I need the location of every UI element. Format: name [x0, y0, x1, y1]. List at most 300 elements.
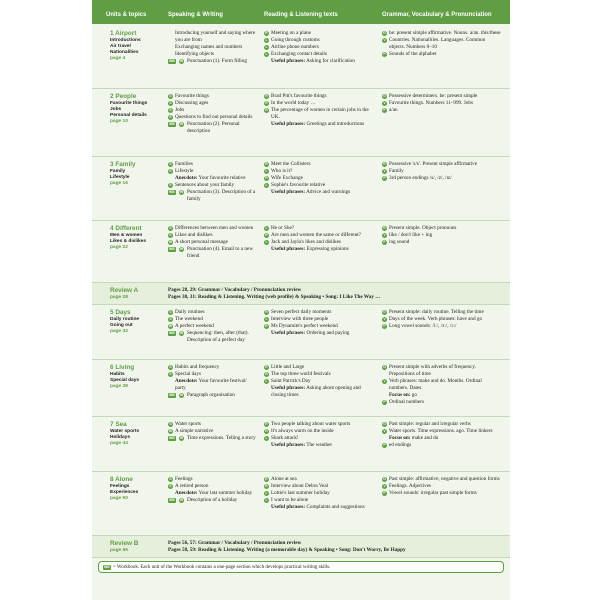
header-reading-listening: Reading & Listening texts: [264, 12, 338, 18]
item-text: a/an: [389, 106, 398, 113]
unit-topic: Lifestyle: [110, 175, 130, 180]
unit-topic: Water sports: [110, 429, 140, 434]
header-grammar: Grammar, Vocabulary & Pronunciation: [382, 12, 492, 18]
skill-icon: L: [265, 182, 268, 187]
phrase-label: Useful phrases:: [271, 245, 306, 252]
grammar-column: [382, 476, 502, 497]
workbook-badge: WB: [169, 435, 175, 440]
item-text: It's always warm on the inside: [271, 427, 334, 434]
item-text: Ms Dynamite's perfect weekend: [271, 322, 338, 329]
skill-icon: L: [265, 37, 268, 42]
review-line: Pages 28, 29: Grammar / Vocabulary / Pronunciation review: [168, 287, 302, 293]
item-text: Greetings and introductions: [306, 120, 365, 127]
item-text: Jack and Jayla's likes and dislikes: [271, 238, 341, 245]
unit-title: Review A: [110, 287, 139, 294]
review-line: Pages 56, 57: Grammar / Vocabulary / Pronunciation review: [168, 540, 302, 546]
list-item: [264, 421, 376, 428]
item-text: Interview about Debra Veal: [271, 482, 329, 489]
skill-icon: S: [169, 114, 172, 119]
item-text: Verb phrases: make and do. Months. Ordinal numbers. Dates: [389, 377, 482, 391]
item-text: I want to be alone: [271, 496, 309, 503]
skill-icon: R: [265, 162, 268, 166]
unit-topic: Personal details: [110, 113, 147, 118]
grammar-column: [382, 364, 502, 405]
list-item: [382, 161, 502, 168]
list-item: [264, 490, 376, 497]
item-text: Two people talking about water sports: [271, 421, 351, 427]
skill-icon: W: [179, 246, 184, 251]
list-item: [168, 51, 256, 58]
list-item: [168, 30, 256, 44]
item-text: A perfect weekend: [175, 322, 214, 329]
item-text: Ordering and paying: [306, 329, 350, 336]
table-header: [92, 0, 510, 24]
skill-icon: L: [265, 497, 268, 502]
list-item: [382, 428, 502, 435]
list-item: [168, 232, 256, 239]
unit-topic: Introductions: [110, 38, 141, 43]
item-text: make and do: [411, 434, 439, 441]
list-item: [168, 428, 256, 435]
reading-column: [264, 309, 376, 337]
list-item: [382, 392, 502, 399]
list-item: [264, 58, 376, 65]
grammar-column: [382, 30, 502, 58]
item-text: In the world today …: [271, 99, 316, 106]
item-text: Present simple with adverbs of frequency. Prepositions of time: [389, 364, 476, 377]
unit-topic: Air travel: [110, 44, 131, 49]
list-item: [168, 58, 256, 65]
item-text: Likes and dislikes: [175, 231, 213, 238]
list-item: [382, 421, 502, 428]
skill-icon: R: [265, 323, 268, 328]
unit-topic: Going out: [110, 323, 133, 328]
skill-icon: G: [383, 94, 386, 98]
skill-icon: L: [265, 51, 268, 56]
page-ref: page 4: [110, 56, 126, 61]
speaking-column: [168, 225, 256, 260]
item-text: Favourite things: [175, 93, 209, 99]
list-item: [382, 399, 502, 406]
phrase-label: Useful phrases:: [271, 329, 306, 336]
list-item: [382, 435, 502, 442]
item-text: Past simple: affirmative, negative and question forms: [389, 476, 500, 482]
skill-icon: V: [383, 100, 386, 105]
item-text: Vowel sounds: irregular past simple forms: [389, 489, 477, 496]
item-text: Sophie's favourite relative: [271, 181, 326, 188]
list-item: [382, 100, 502, 107]
item-text: Long vowel sounds: /iː/, /ɜː/, /ɔː/: [389, 322, 457, 329]
list-item: [264, 121, 376, 128]
item-text: Brad Pitt's favourite things: [271, 93, 327, 99]
skill-icon: L: [265, 378, 268, 383]
item-text: Identifying objects: [175, 50, 215, 57]
list-item: [264, 442, 376, 449]
list-item: [264, 189, 376, 196]
skill-icon: R: [265, 365, 268, 369]
unit-title-cell: [110, 540, 162, 554]
list-item: [264, 316, 376, 323]
page-ref: page 22: [110, 245, 128, 250]
skill-icon: W: [168, 323, 173, 328]
skill-icon: P: [383, 323, 386, 328]
skill-icon: W: [168, 239, 173, 244]
unit-row: [92, 472, 510, 536]
item-text: Lifestyle: [175, 167, 194, 174]
list-item: [168, 421, 256, 428]
list-item: [168, 476, 256, 483]
skill-icon: R: [265, 483, 268, 488]
list-item: [382, 225, 502, 232]
skill-icon: R: [265, 371, 268, 376]
phrase-label: Anecdote:: [175, 377, 198, 384]
item-text: Your last summer holiday: [198, 489, 253, 496]
list-item: [382, 483, 502, 490]
list-item: [382, 93, 502, 100]
page-ref: page 44: [110, 441, 128, 446]
skill-icon: S: [169, 483, 172, 488]
skill-icon: S: [169, 365, 172, 369]
item-text: Exchanging contact details: [271, 50, 327, 57]
unit-title: 5 Days: [110, 309, 131, 316]
unit-row: [92, 157, 510, 221]
footnote-text: = Workbook. Each unit of the Workbook contains a one-page section which develops practical writing skills.: [112, 565, 331, 570]
reading-column: [264, 364, 376, 399]
skill-icon: S: [169, 316, 172, 321]
speaking-column: [168, 93, 256, 134]
item-text: Saint Patrick's Day: [271, 377, 311, 384]
item-text: Your favourite festival/ party: [175, 377, 247, 391]
list-item: [264, 225, 376, 232]
reading-column: [264, 93, 376, 128]
skill-icon: P: [383, 490, 386, 495]
unit-title-cell: [110, 287, 162, 301]
skill-icon: G: [383, 226, 386, 230]
unit-title-cell: [110, 225, 162, 251]
unit-title-cell: [110, 421, 162, 447]
skill-icon: W: [168, 428, 173, 433]
list-item: [264, 51, 376, 58]
list-item: [382, 232, 502, 239]
item-text: Habits and frequency: [175, 364, 220, 370]
list-item: [168, 182, 256, 189]
skill-icon: R: [265, 175, 268, 180]
item-text: Families: [175, 161, 193, 167]
item-text: Exchanging names and numbers: [175, 43, 243, 50]
item-text: Present simple. Object pronouns: [389, 225, 457, 231]
item-text: Sounds of the alphabet: [389, 50, 437, 57]
skill-icon: G: [383, 31, 386, 35]
speaking-column: [168, 161, 256, 202]
skill-icon: G: [383, 365, 386, 369]
review-details: [168, 287, 508, 301]
unit-row: [92, 26, 510, 89]
phrase-label: Useful phrases:: [271, 57, 306, 64]
skill-icon: P: [383, 399, 386, 404]
list-item: [264, 239, 376, 246]
unit-title-cell: [110, 93, 162, 125]
item-text: Water sports: [175, 421, 201, 427]
item-text: like / don't like + ing: [389, 231, 433, 238]
list-item: [264, 232, 376, 239]
skill-icon: R: [265, 428, 268, 433]
skill-icon: G: [383, 310, 386, 314]
list-item: [168, 378, 256, 392]
item-text: Shark attack!: [271, 434, 299, 441]
skill-icon: S: [169, 226, 172, 230]
skill-icon: R: [265, 310, 268, 314]
list-item: [168, 44, 256, 51]
list-item: [264, 323, 376, 330]
item-text: Time expressions. Telling a story: [187, 434, 256, 441]
item-text: Differences between men and women: [175, 225, 254, 231]
item-text: A simple narrative: [175, 427, 214, 434]
unit-title: 2 People: [110, 93, 137, 100]
list-item: [168, 309, 256, 316]
unit-topic: Daily routine: [110, 317, 140, 322]
unit-topic: Habits: [110, 372, 125, 377]
list-item: [168, 189, 256, 203]
skill-icon: S: [169, 310, 172, 314]
list-item: [168, 121, 256, 135]
skill-icon: L: [265, 44, 268, 49]
unit-topic: Experiences: [110, 490, 139, 495]
unit-title-cell: [110, 30, 162, 62]
reading-column: [264, 421, 376, 449]
item-text: Asking for clarification: [306, 57, 355, 64]
item-text: be: present simple affirmative. Nouns. a/an. this/these: [389, 30, 501, 36]
skill-icon: R: [265, 100, 268, 105]
item-text: Advice and warnings: [306, 188, 351, 195]
item-text: ed endings: [389, 441, 412, 448]
unit-row: [92, 221, 510, 283]
unit-title: 8 Alone: [110, 476, 133, 483]
skill-icon: P: [383, 239, 386, 244]
unit-title: 1 Airport: [110, 30, 137, 37]
skill-icon: S: [169, 232, 172, 237]
page-ref: page 28: [110, 295, 128, 300]
skill-icon: S: [169, 162, 172, 166]
list-item: [168, 497, 256, 504]
grammar-column: [382, 421, 502, 449]
skill-icon: R: [265, 232, 268, 237]
list-item: [382, 364, 502, 378]
grammar-column: [382, 161, 502, 182]
list-item: [168, 175, 256, 182]
phrase-label: Useful phrases:: [271, 384, 306, 391]
list-item: [168, 371, 256, 378]
skill-icon: L: [265, 226, 268, 230]
item-text: Daily routines: [175, 309, 205, 315]
skill-icon: L: [265, 239, 268, 244]
skill-icon: V: [383, 428, 386, 433]
review-details: [168, 540, 508, 554]
unit-topic: Nationalities: [110, 50, 139, 55]
skill-icon: V: [383, 37, 386, 42]
skill-icon: L: [265, 490, 268, 495]
grammar-column: [382, 93, 502, 114]
item-text: Wife Exchange: [271, 174, 303, 181]
item-text: ing sound: [389, 238, 410, 245]
list-item: [264, 371, 376, 378]
item-text: Paragraph organisation: [187, 391, 235, 398]
item-text: The top three world festivals: [271, 370, 331, 377]
list-item: [382, 239, 502, 246]
phrase-label: Focus on:: [389, 391, 411, 398]
skill-icon: R: [265, 31, 268, 35]
skill-icon: W: [179, 435, 184, 440]
list-item: [382, 316, 502, 323]
item-text: Favourite things. Numbers 11–999. Jobs: [389, 99, 473, 106]
header-speaking-writing: Speaking & Writing: [168, 12, 223, 18]
item-text: Discussing ages: [175, 99, 209, 106]
phrase-label: Anecdote:: [175, 174, 198, 181]
workbook-badge: WB: [169, 189, 175, 194]
list-item: [264, 504, 376, 511]
skill-icon: R: [265, 422, 268, 426]
item-text: Lottie's last summer holiday: [271, 489, 330, 496]
item-text: Your favourite relative: [198, 174, 246, 181]
workbook-badge: WB: [169, 246, 175, 251]
list-item: [168, 107, 256, 114]
item-text: Jobs: [175, 106, 185, 113]
item-text: Who is it?: [271, 167, 293, 174]
item-text: Punctuation (3). Description of a family: [187, 188, 256, 202]
item-text: Punctuation (4). Email to a new friend: [187, 245, 253, 259]
page-ref: page 10: [110, 119, 128, 124]
list-item: [382, 51, 502, 58]
phrase-label: Anecdote:: [175, 489, 198, 496]
list-item: [264, 476, 376, 483]
skill-icon: S: [169, 477, 172, 481]
list-item: [168, 330, 256, 344]
skill-icon: P: [383, 442, 386, 447]
item-text: Past simple: regular and irregular verbs: [389, 421, 471, 427]
list-item: [382, 490, 502, 497]
list-item: [168, 323, 256, 330]
item-text: Family: [389, 167, 404, 174]
skill-icon: S: [169, 100, 172, 105]
skill-icon: W: [179, 392, 184, 397]
phrase-label: Useful phrases:: [271, 188, 306, 195]
skill-icon: W: [179, 330, 184, 335]
skill-icon: S: [169, 182, 172, 187]
list-item: [264, 182, 376, 189]
skill-icon: V: [383, 168, 386, 173]
phrase-label: Useful phrases:: [271, 441, 306, 448]
item-text: Questions to find out personal details: [175, 113, 253, 120]
list-item: [382, 309, 502, 316]
list-item: [168, 246, 256, 260]
item-text: Feelings: [175, 476, 193, 482]
list-item: [382, 476, 502, 483]
speaking-column: [168, 364, 256, 399]
list-item: [264, 168, 376, 175]
item-text: The weekend: [175, 315, 203, 322]
list-item: [382, 168, 502, 175]
skill-icon: V: [383, 378, 386, 383]
list-item: [382, 442, 502, 449]
list-item: [168, 161, 256, 168]
unit-topic: Family: [110, 169, 126, 174]
unit-title: 4 Different: [110, 225, 142, 232]
unit-topic: Men & women: [110, 233, 143, 238]
unit-row: [92, 417, 510, 472]
workbook-badge: WB: [104, 565, 110, 569]
list-item: [264, 107, 376, 121]
skill-icon: P: [383, 107, 386, 112]
list-item: [168, 483, 256, 490]
unit-title-cell: [110, 161, 162, 187]
skill-icon: S: [169, 94, 172, 98]
review-line: Pages 30, 31: Reading & Listening. Writing (web profile) & Speaking • Song: I Like The Way …: [168, 293, 381, 300]
list-item: [264, 100, 376, 107]
list-item: [264, 364, 376, 371]
item-text: Possessive determiners. be: present simple: [389, 93, 478, 99]
list-item: [168, 114, 256, 121]
item-text: Feelings. Adjectives: [389, 482, 432, 489]
grammar-column: [382, 225, 502, 246]
skill-icon: S: [169, 107, 172, 112]
unit-topic: Feelings: [110, 484, 130, 489]
skill-icon: W: [179, 121, 184, 126]
unit-row: [92, 305, 510, 360]
unit-topic: Jobs: [110, 107, 122, 112]
workbook-badge: WB: [169, 58, 175, 63]
item-text: Description of a holiday: [187, 496, 238, 503]
skill-icon: S: [169, 422, 172, 426]
unit-row: [92, 360, 510, 417]
item-text: Sequencing: then, after (that). Description of a perfect day: [187, 329, 249, 343]
skill-icon: G: [383, 477, 386, 481]
unit-title: Review B: [110, 540, 139, 547]
page-ref: page 32: [110, 329, 128, 334]
list-item: [264, 497, 376, 504]
item-text: Airline phone numbers: [271, 43, 319, 50]
page-ref: page 56: [110, 548, 128, 553]
item-text: The percentage of women in certain jobs in the UK.: [271, 106, 369, 120]
item-text: Countries. Nationalities. Languages. Common objects. Numbers 0–10: [389, 36, 486, 50]
workbook-badge: WB: [169, 392, 175, 397]
review-row: [92, 283, 510, 305]
list-item: [264, 483, 376, 490]
list-item: [382, 37, 502, 51]
review-row: [92, 536, 510, 558]
speaking-column: [168, 309, 256, 344]
item-text: Special days: [175, 370, 202, 377]
page-ref: page 16: [110, 181, 128, 186]
list-item: [264, 44, 376, 51]
unit-title-cell: [110, 309, 162, 335]
skill-icon: S: [169, 168, 172, 173]
list-item: [264, 435, 376, 442]
skill-icon: V: [383, 316, 386, 321]
list-item: [264, 378, 376, 385]
skill-icon: L: [265, 168, 268, 173]
list-item: [168, 364, 256, 371]
item-text: Meeting on a plane: [271, 30, 311, 36]
skill-icon: P: [383, 175, 386, 180]
workbook-badge: WB: [169, 330, 175, 335]
list-item: [382, 175, 502, 182]
list-item: [168, 225, 256, 232]
item-text: A retired person: [175, 482, 209, 489]
workbook-badge: WB: [169, 497, 175, 502]
phrase-label: Focus on:: [389, 434, 411, 441]
list-item: [168, 100, 256, 107]
list-item: [264, 246, 376, 253]
item-text: Asking about opening and closing times: [271, 384, 361, 398]
